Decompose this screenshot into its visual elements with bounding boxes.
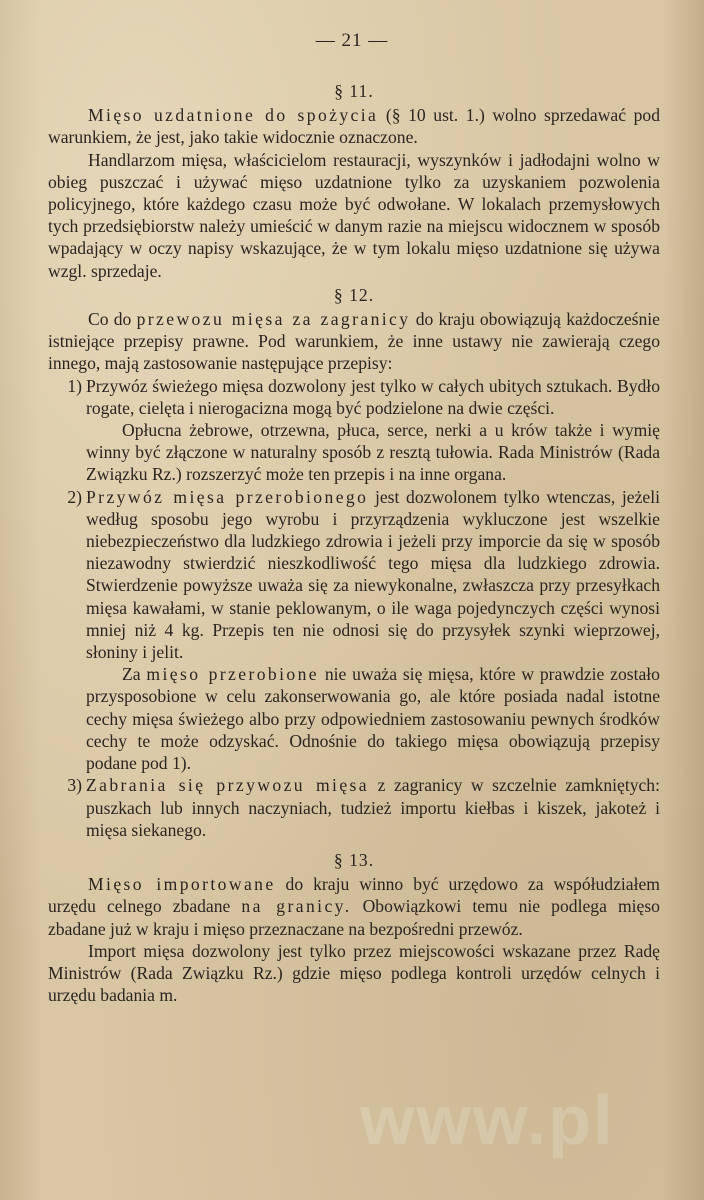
list-item-body [86, 486, 660, 775]
paragraph-text: jest dozwolonem tylko wtenczas, jeżeli według sposobu jego wyrobu i przyrządzenia wykluczone jest wszelkie niebezpieczeństwo dla ludzkiego zdrowia i jeżeli przy imporcie da się w sposób niezawodny stwierdzić nieszkodliwość tego mięsa dla ludzkiego zdrowia. Stwierdzenie powyższe uważa się za niewykonalne, zwłaszcza przy przesyłkach mięsa kawałami, w stanie peklowanym, o ile waga pojedynczych części wynosi mniej niż 4 kg. Przepis ten nie odnosi się do przysyłek szynki wieprzowej, słoniny i jelit. [86, 486, 660, 663]
list-item-3 [48, 774, 660, 841]
list-item-paragraph: Przywóz świeżego mięsa dozwolony jest tylko w całych ubitych sztukach. Bydło rogate, cielęta i nierogacizna mogą być podzielone na dwie części. [86, 375, 660, 418]
section-11-paragraph-1 [48, 104, 660, 148]
spaced-emphasis: mięso przerobione [146, 664, 320, 685]
paragraph-text: z zagranicy w szczelnie zamkniętych: puszkach lub innych naczyniach, tudzież importu kiełbas i kiszek, jakoteż i mięsa siekanego. [86, 775, 660, 840]
spaced-emphasis: przewozu mięsa za zagranicy [136, 309, 411, 330]
paragraph-text: Co do [88, 309, 137, 330]
section-13-paragraph-2: Import mięsa dozwolony jest tylko przez miejscowości wskazane przez Radę Ministrów (Rada Związku Rz.) gdzie mięso podlega kontroli urzędów celnych i urzędu badania m. [48, 940, 660, 1006]
watermark: www.pl [360, 1081, 615, 1159]
list-item-body [86, 774, 660, 841]
list-item-number: 2) [67, 486, 82, 507]
section-12-heading: § 12. [333, 284, 375, 305]
list-item-number: 3) [67, 775, 82, 796]
list-item-paragraph [86, 486, 660, 664]
list-item-2 [48, 486, 660, 775]
section-12-intro [48, 308, 660, 375]
paragraph-text: (§ 10 ust. 1.) wolno sprzedawać pod warunkiem, że jest, jako takie widocznie oznaczone. [48, 105, 660, 148]
spaced-emphasis: Przywóz mięsa przerobionego [86, 486, 369, 507]
list-item-paragraph [86, 663, 660, 774]
spaced-emphasis: na granicy. [241, 896, 352, 917]
list-item-paragraph [86, 774, 660, 841]
list-item-number: 1) [67, 375, 82, 396]
page-number: — 21 — [315, 30, 389, 51]
document-body [48, 78, 660, 1006]
paragraph-text: Obowiązkowi temu nie podlega mięso zbadane już w kraju i mięso przeznaczane na bezpośredni przewóz. [48, 896, 660, 939]
spaced-emphasis: Mięso importowane [88, 874, 276, 895]
section-13-heading: § 13. [333, 849, 375, 870]
paragraph-text: do kraju winno być urzędowo za współudziałem urzędu celnego zbadane [48, 874, 660, 917]
section-13-paragraph-1 [48, 873, 660, 940]
spaced-emphasis: Zabrania się przywozu mięsa [86, 775, 369, 796]
paragraph-text: Za [122, 664, 147, 685]
section-11-heading: § 11. [334, 81, 374, 101]
paragraph-text: nie uważa się mięsa, które w prawdzie zostało przysposobione w celu zakonserwowania go, ale które posiada nadal istotne cechy mięsa świeżego albo przy odpowiedniem zastosowaniu pewnych środków cechy te może odzyskać. Odnośnie do takiego mięsa obowiązują przepisy podane pod 1). [86, 664, 660, 774]
list-item-1 [48, 375, 660, 486]
list-item-body [86, 375, 660, 486]
spaced-emphasis: Mięso uzdatnione do spożycia [88, 105, 379, 126]
section-11-paragraph-2: Handlarzom mięsa, właścicielom restauracji, wyszynków i jadłodajni wolno w obieg puszczać i używać mięso uzdatnione tylko za uzyskaniem pozwolenia policyjnego, które każdego czasu może być odwołane. W lokalach przemysłowych tych przedsiębiorstw należy umieścić w danym razie na miejscu widocznem w sposób wpadający w oczy napisy wskazujące, że w tym lokalu mięso uzdatnione się używa wzgl. sprzedaje. [48, 149, 660, 281]
list-item-paragraph: Opłucna żebrowe, otrzewna, płuca, serce, nerki a u krów także i wymię winny być złączone w naturalny sposób z resztą tułowia. Rada Ministrów (Rada Związku Rz.) rozszerzyć może ten przepis i na inne organa. [86, 420, 660, 485]
paragraph-text: do kraju obowiązują każdocześnie istniejące przepisy prawne. Pod warunkiem, że inne ustawy nie zawierają czego innego, mają zastosowanie następujące przepisy: [48, 309, 660, 374]
